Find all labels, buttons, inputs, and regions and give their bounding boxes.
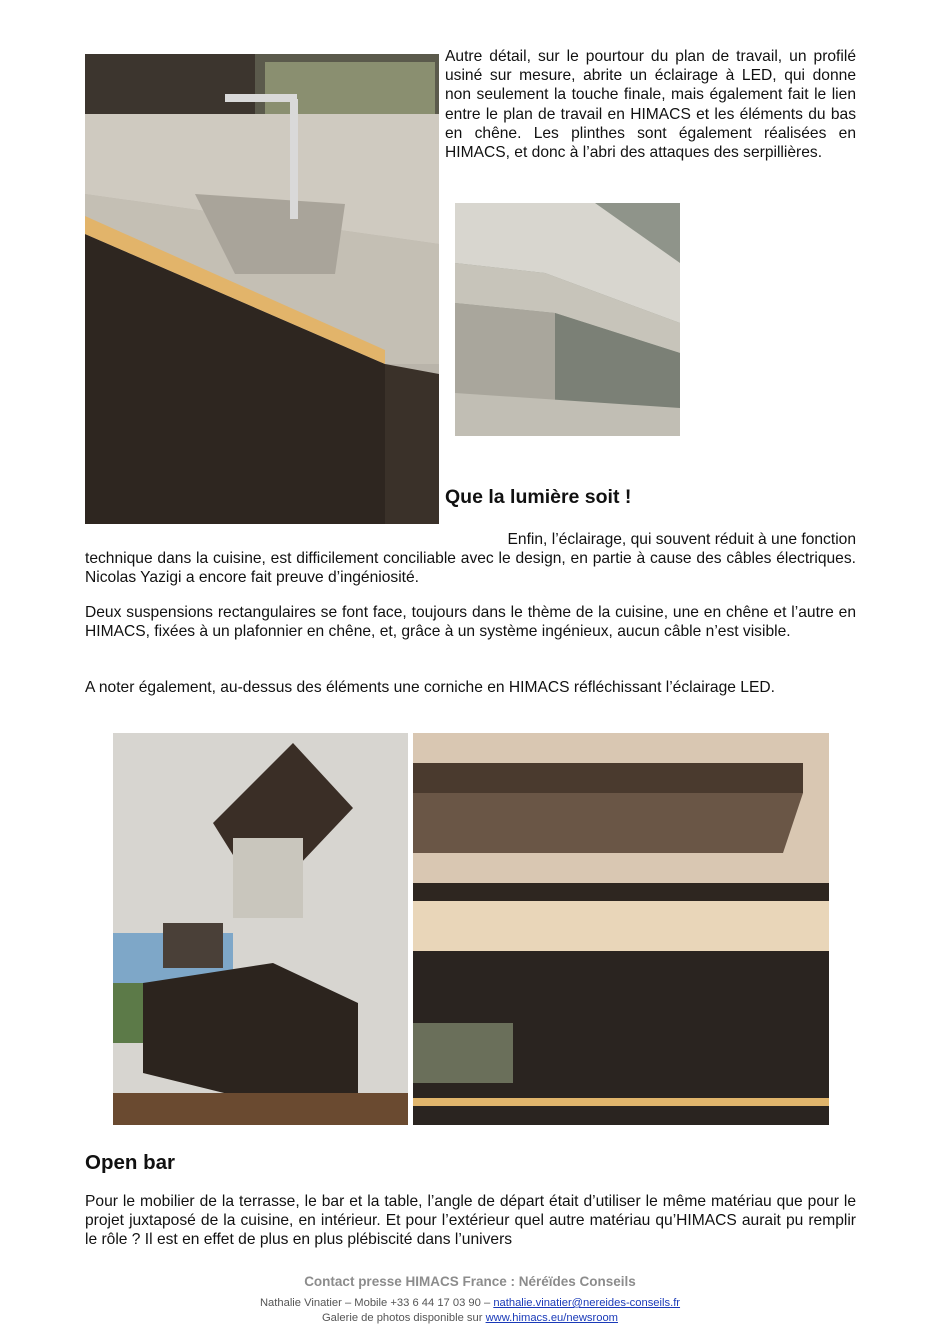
ceiling-cornice-photo <box>413 733 829 1125</box>
paragraph-open-bar: Pour le mobilier de la terrasse, le bar et la table, l’angle de départ était d’utiliser le même matériau que pour le projet juxtaposé de la cuisine, en intérieur. Et pour l’extérieur quel autre matériau qu’HIMACS aurait pu remplir le rôle ? Il est en effet de plus en plus plébiscité dans l’univers <box>85 1193 856 1249</box>
footer-contact-title: Contact presse HIMACS France : Néréïdes Conseils <box>304 1274 636 1289</box>
worktop-edge-photo <box>455 203 680 436</box>
paragraph-led-profile: Autre détail, sur le pourtour du plan de travail, un profilé usiné sur mesure, abrite un éclairage à LED, qui donne non seulement la touche finale, mais également fait le lien entre le plan de travail en HIMACS et les éléments du bas en chêne. Les plinthes sont également réalisées en HIMACS, et donc à l’abri des attaques des serpillières. <box>445 48 856 162</box>
paragraph-suspensions: Deux suspensions rectangulaires se font face, toujours dans le thème de la cuisine, une en chêne et l’autre en HIMACS, fixées à un plafonnier en chêne, et, grâce à un système ingénieux, aucun câble n’est visible. <box>85 604 856 641</box>
footer-contact-prefix: Nathalie Vinatier – Mobile +33 6 44 17 03 90 – <box>259 1297 494 1309</box>
heading-lumiere: Que la lumière soit ! <box>445 486 632 508</box>
paragraph-lighting: technique dans la cuisine, est difficilement conciliable avec le design, en partie à cause des câbles électriques. Nicolas Yazigi a encore fait preuve d’ingéniosité. <box>85 550 856 587</box>
footer-gallery-line <box>0 1312 940 1324</box>
paragraph-cornice: A noter également, au-dessus des éléments une corniche en HIMACS réfléchissant l’éclairage LED. <box>85 679 775 696</box>
footer-email-link[interactable]: nathalie.vinatier@nereides-conseils.fr <box>493 1297 681 1309</box>
kitchen-sink-photo <box>85 54 439 524</box>
footer-gallery-prefix: Galerie de photos disponible sur <box>321 1312 486 1324</box>
heading-open-bar: Open bar <box>85 1151 175 1174</box>
footer-gallery-link[interactable]: www.himacs.eu/newsroom <box>485 1312 618 1324</box>
paragraph-lighting-first-line: Enfin, l’éclairage, qui souvent réduit à une fonction <box>507 531 856 548</box>
footer-contact-line <box>0 1297 940 1309</box>
island-pendants-photo <box>113 733 408 1125</box>
